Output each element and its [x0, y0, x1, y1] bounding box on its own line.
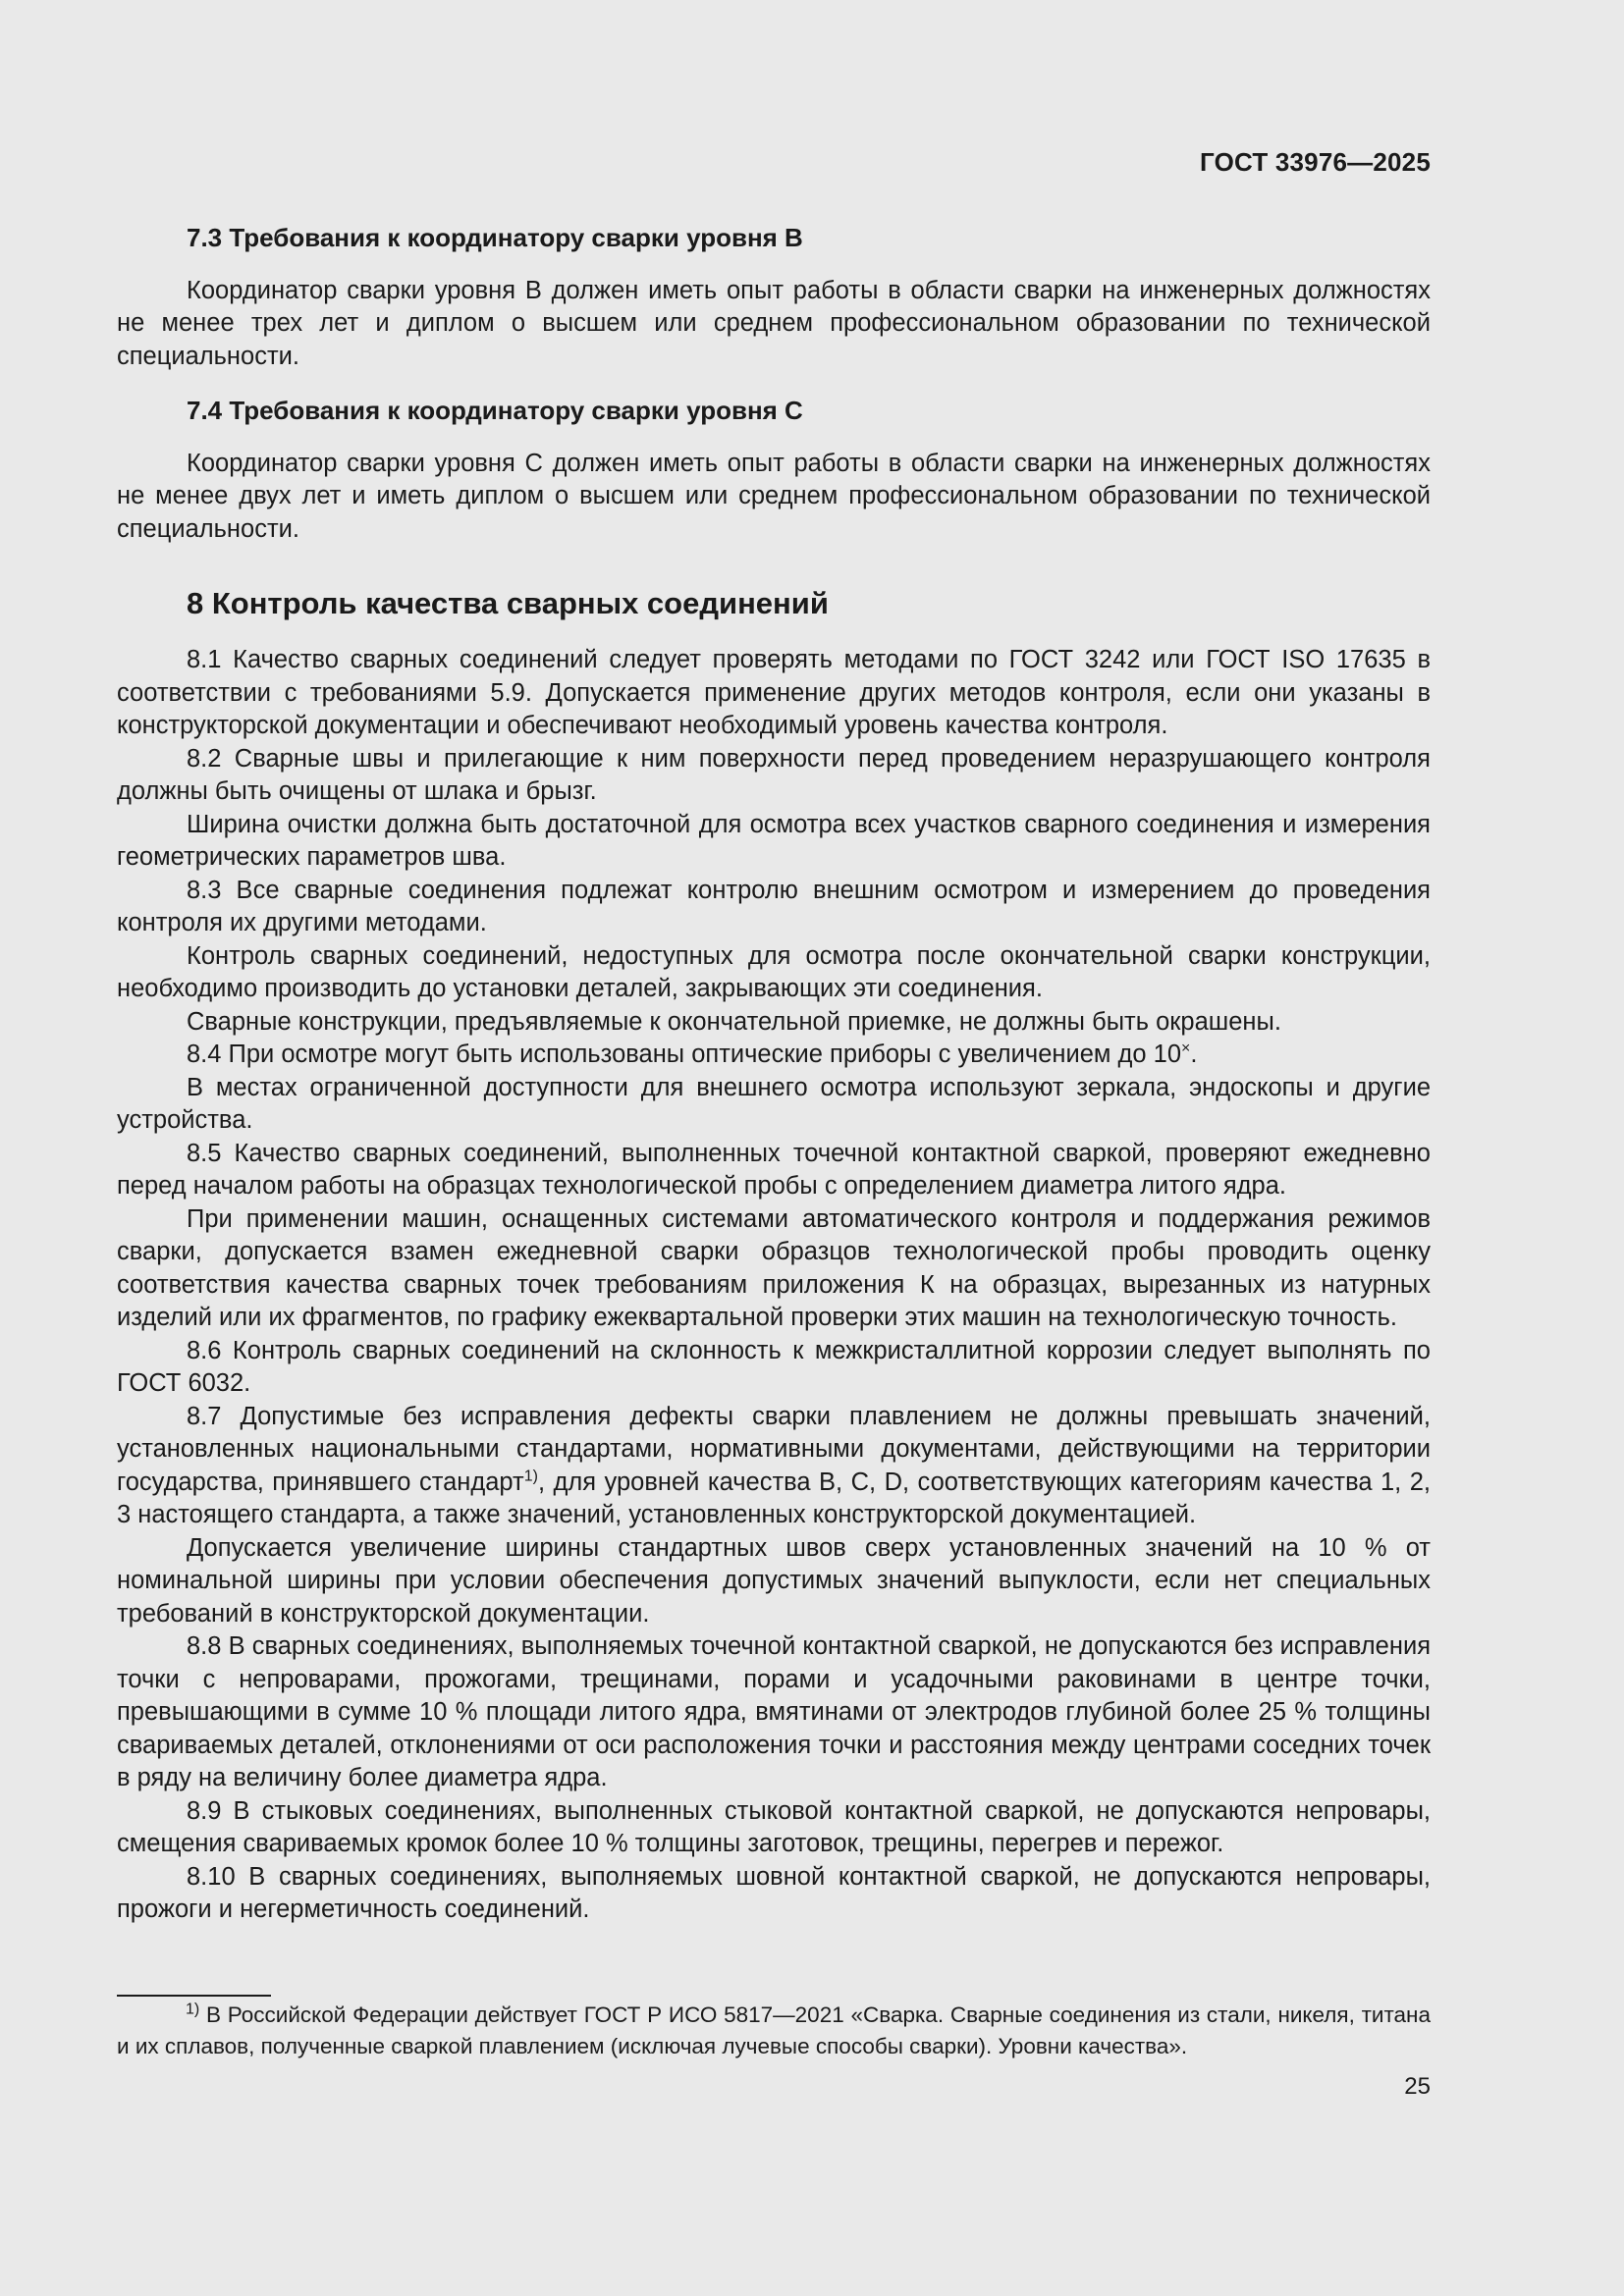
- footnote-marker: 1): [186, 2001, 200, 2018]
- paragraph-8-4: [117, 1039, 1431, 1072]
- paragraph-8-5-machines: При применении машин, оснащенных системами автоматического контроля и поддержания режимов сварки, допускается взамен ежедневной сварки образцов технологической пробы проводить оценку соответствия качества сварных точек требованиям приложения К на образцах, вырезанных из натурных изделий или их фрагментов, по графику ежеквартальной проверки этих машин на технологическую точность.: [117, 1204, 1431, 1331]
- footnote-divider: [117, 1995, 271, 1997]
- page-content: [117, 222, 1431, 1927]
- paragraph-8-4-mirrors: В местах ограниченной доступности для внешнего осмотра используют зеркала, эндоскопы и другие устройства.: [117, 1073, 1431, 1134]
- paragraph-8-7-part-a: 8.7 Допустимые без исправления дефекты сварки плавлением не должны превышать значений, установленных национальными стандартами, нормативными документами, действующими на территории государства, принявшего стандарт: [117, 1402, 1431, 1496]
- paragraph-8-4-end: .: [1190, 1041, 1198, 1068]
- paragraph-8-1: 8.1 Качество сварных соединений следует проверять методами по ГОСТ 3242 или ГОСТ ISO 17635 в соответствии с требованиями 5.9. Допускается применение других методов контроля, если они указаны в конструкторской документации и обеспечивают необходимый уровень качества контроля.: [117, 646, 1431, 739]
- magnification-superscript: ×: [1181, 1040, 1191, 1057]
- paragraph-8-2: 8.2 Сварные швы и прилегающие к ним поверхности перед проведением неразрушающего контроля должны быть очищены от шлака и брызг.: [117, 744, 1431, 805]
- section-8-heading: 8 Контроль качества сварных соединений: [187, 586, 829, 620]
- page-number: 25: [1404, 2073, 1431, 2100]
- paragraph-8-7-width: Допускается увеличение ширины стандартных швов сверх установленных значений на 10 % от номинальной ширины при условии обеспечения допустимых значений выпуклости, если нет специальных требований в конструкторской документации.: [117, 1533, 1431, 1628]
- paragraph-8-9: 8.9 В стыковых соединениях, выполненных стыковой контактной сваркой, не допускаются непровары, смещения свариваемых кромок более 10 % толщины заготовок, трещины, перегрев и пережог.: [117, 1796, 1431, 1857]
- section-7-3-heading: 7.3 Требования к координатору сварки уровня В: [187, 223, 803, 252]
- section-7-4-text: Координатор сварки уровня С должен иметь опыт работы в области сварки на инженерных должностях не менее двух лет и иметь диплом о высшем или среднем профессиональном образовании по технической специальности.: [117, 449, 1431, 543]
- paragraph-8-4-text: 8.4 При осмотре могут быть использованы оптические приборы с увеличением до 10: [187, 1041, 1182, 1068]
- paragraph-8-3: 8.3 Все сварные соединения подлежат контролю внешним осмотром и измерением до проведения контроля их другими методами.: [117, 876, 1431, 936]
- paragraph-8-5: 8.5 Качество сварных соединений, выполненных точечной контактной сваркой, проверяют ежедневно перед началом работы на образцах технологической пробы с определением диаметра литого ядра.: [117, 1139, 1431, 1200]
- section-7-3-text: Координатор сварки уровня В должен иметь опыт работы в области сварки на инженерных должностях не менее трех лет и диплом о высшем или среднем профессиональном образовании по технической специальности.: [117, 276, 1431, 370]
- paragraph-8-10: 8.10 В сварных соединениях, выполняемых шовной контактной сваркой, не допускаются непровары, прожоги и негерметичность соединений.: [117, 1862, 1431, 1923]
- paragraph-8-7: [117, 1401, 1431, 1532]
- paragraph-8-3-control: Контроль сварных соединений, недоступных для осмотра после окончательной сварки конструкции, необходимо производить до установки деталей, закрывающих эти соединения.: [117, 941, 1431, 1002]
- paragraph-8-2-cleaning: Ширина очистки должна быть достаточной для осмотра всех участков сварного соединения и измерения геометрических параметров шва.: [117, 810, 1431, 871]
- section-7-4-heading: 7.4 Требования к координатору сварки уровня С: [187, 396, 803, 425]
- paragraph-8-7-part-b: , для уровней качества B, C, D, соответствующих категориям качества 1, 2, 3 настоящего стандарта, а также значений, установленных конструкторской документацией.: [117, 1468, 1431, 1528]
- footnote: [117, 2000, 1431, 2062]
- paragraph-8-6: 8.6 Контроль сварных соединений на склонность к межкристаллитной коррозии следует выполнять по ГОСТ 6032.: [117, 1336, 1431, 1397]
- document-header: ГОСТ 33976—2025: [1200, 147, 1431, 177]
- paragraph-8-3-painting: Сварные конструкции, предъявляемые к окончательной приемке, не должны быть окрашены.: [187, 1007, 1281, 1036]
- paragraph-8-8: 8.8 В сварных соединениях, выполняемых точечной контактной сваркой, не допускаются без исправления точки с непроварами, прожогами, трещинами, порами и усадочными раковинами в центре точки, превышающими в сумме 10 % площади литого ядра, вмятинами от электродов глубиной более 25 % толщины свариваемых деталей, отклонениями от оси расположения точки и расстояния между центрами соседних точек в ряду на величину более диаметра ядра.: [117, 1632, 1431, 1791]
- footnote-text: В Российской Федерации действует ГОСТ Р ИСО 5817—2021 «Сварка. Сварные соединения из стали, никеля, титана и их сплавов, полученные сваркой плавлением (исключая лучевые способы сварки). Уровни качества».: [117, 2002, 1431, 2058]
- footnote-reference[interactable]: 1): [523, 1468, 538, 1484]
